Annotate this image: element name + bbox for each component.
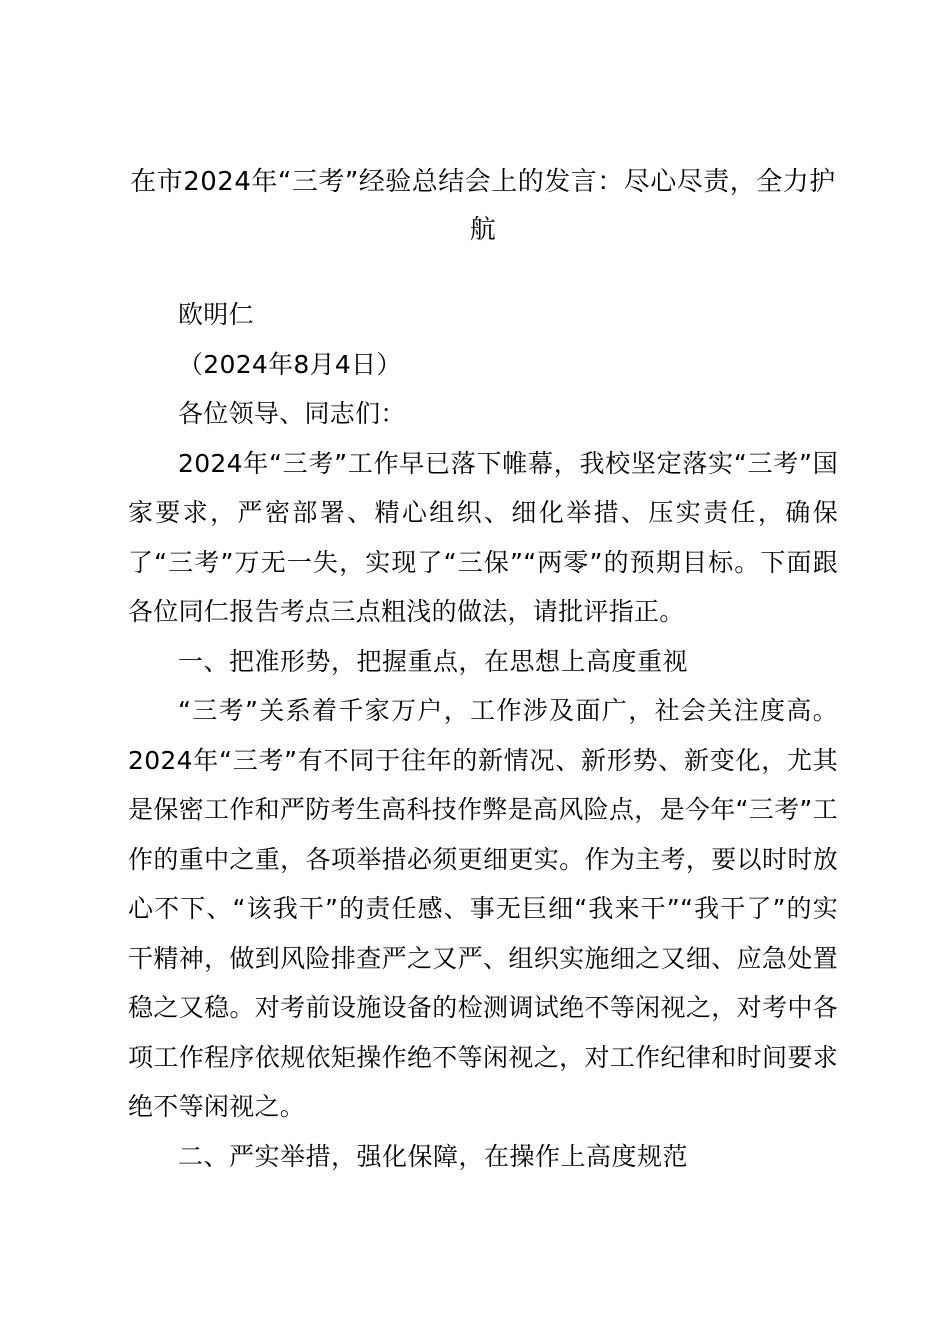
document-title: 在市2024年“三考”经验总结会上的发言：尽心尽责，全力护航 bbox=[130, 167, 836, 245]
section-heading-2: 二、严实举措，强化保障，在操作上高度规范 bbox=[178, 1141, 689, 1171]
date-line: （2024年8月4日） bbox=[178, 349, 402, 379]
paragraph-section-1: “三考”关系着千家万户，工作涉及面广，社会关注度高。2024年“三考”有不同于往年的新情况、新形势、新变化，尤其是保密工作和严防考生高科技作弊是高风险点，是今年“三考”工作的重中之重，各项举措必须更细更实。作为主考，要以时时放心不下、“该我干”的责任感、事无巨细“我来干”“我干了”的实干精神，做到风险排查严之又严、组织实施细之又细、应急处置稳之又稳。对考前设施设备的检测调试绝不等闲视之，对考中各项工作程序依规依矩操作绝不等闲视之，对工作纪律和时间要求绝不等闲视之。 bbox=[128, 696, 838, 1121]
author-line: 欧明仁 bbox=[178, 300, 254, 329]
greeting-line: 各位领导、同志们： bbox=[178, 399, 406, 428]
document-body bbox=[128, 290, 838, 1181]
section-heading-1: 一、把准形势，把握重点，在思想上高度重视 bbox=[178, 646, 689, 676]
paragraph-intro: 2024年“三考”工作早已落下帷幕，我校坚定落实“三考”国家要求，严密部署、精心组织、细化举措、压实责任，确保了“三考”万无一失，实现了“三保”“两零”的预期目标。下面跟各位同仁报告考点三点粗浅的做法，请批评指正。 bbox=[128, 448, 838, 626]
